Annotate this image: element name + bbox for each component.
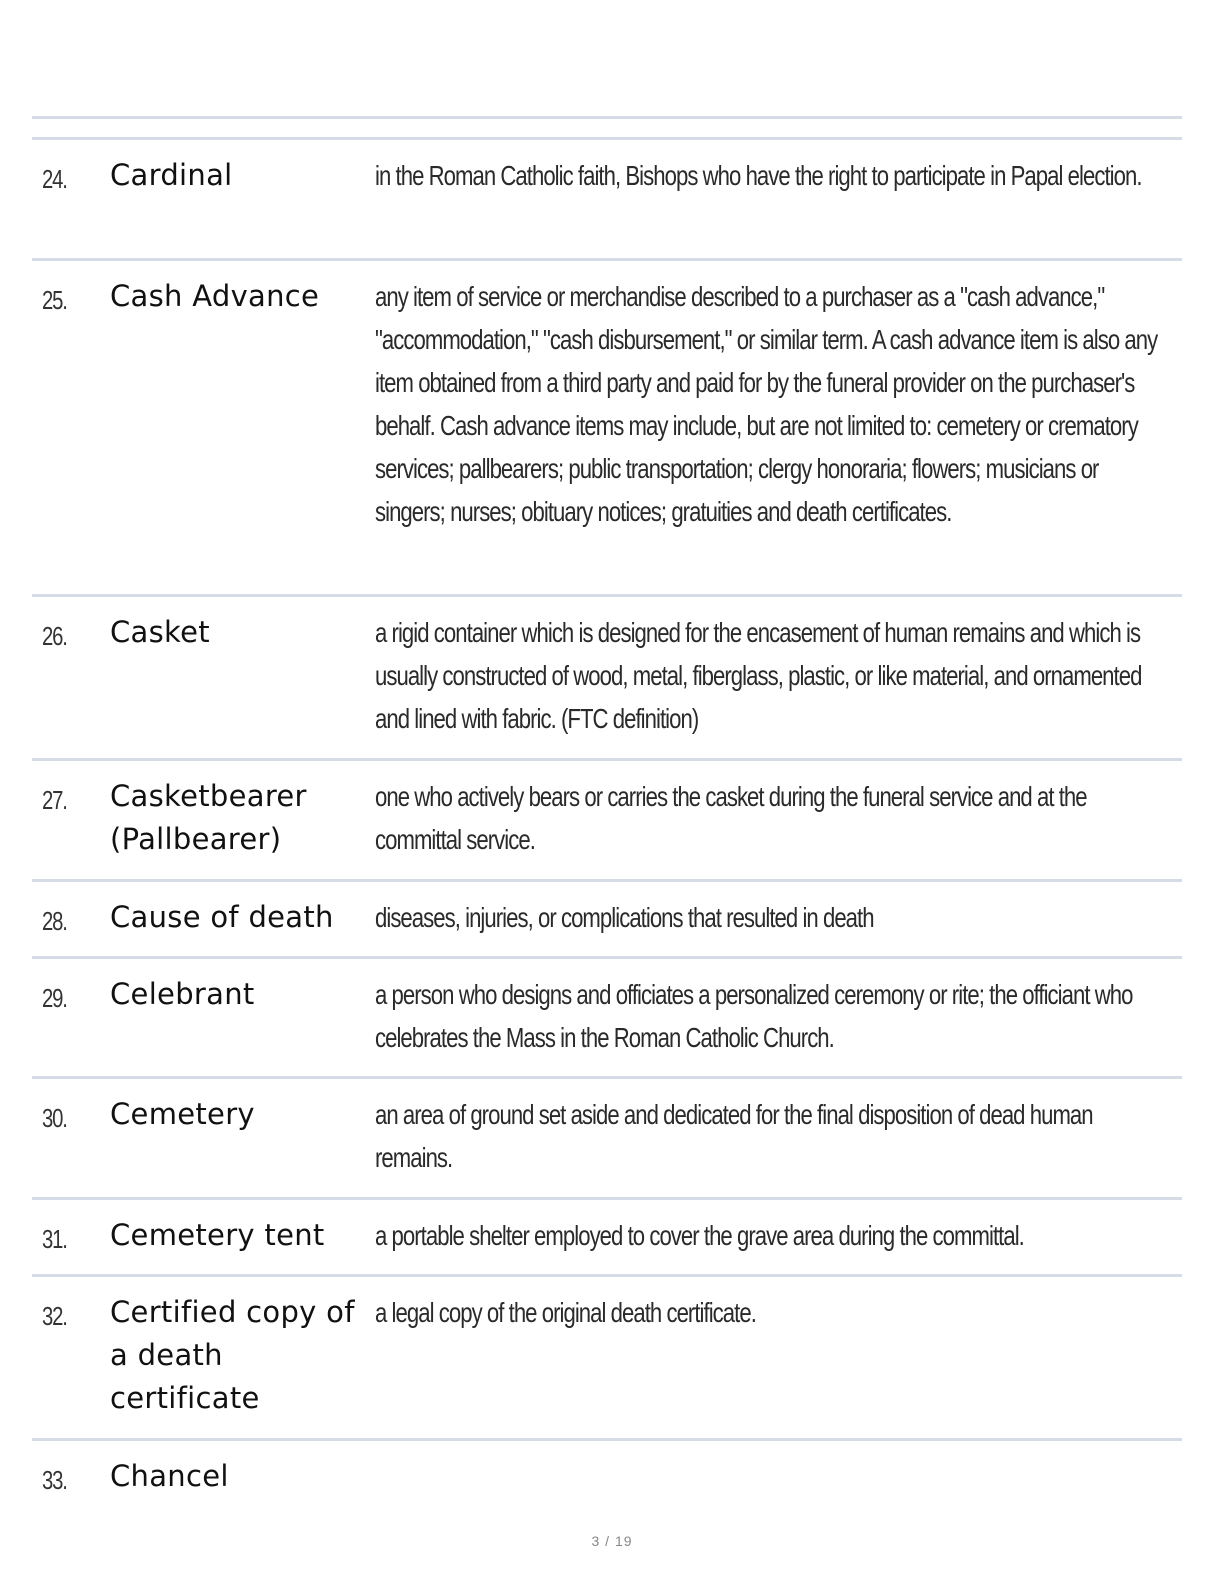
glossary-entry (32, 140, 1182, 261)
entry-number: 27. (42, 785, 67, 815)
entry-definition: any item of service or merchandise described to a purchaser as a "cash advance," "accommodation," "cash disbursement," or similar term. A cash advance item is also any item obtained from a third party and paid for by the funeral provider on the purchaser's behalf. Cash advance items may include, but are not limited to: cemetery or crematory services; pallbearers; public transportation; clergy honoraria; flowers; musicians or singers; nurses; obituary notices; gratuities and death certificates. (375, 281, 1158, 527)
entry-term: Celebrant (110, 977, 255, 1011)
glossary-entry (32, 597, 1182, 761)
glossary-entry (32, 1200, 1182, 1277)
entry-definition: a portable shelter employed to cover the grave area during the committal. (375, 1220, 1024, 1251)
entry-definition: in the Roman Catholic faith, Bishops who have the right to participate in Papal election. (375, 160, 1142, 191)
entry-definition: a legal copy of the original death certificate. (375, 1297, 756, 1328)
glossary-entry (32, 261, 1182, 597)
entry-number: 25. (42, 285, 67, 315)
entry-term: Cause of death (110, 900, 334, 934)
entry-term: Cemetery tent (110, 1218, 325, 1252)
entry-definition: diseases, injuries, or complications that resulted in death (375, 902, 874, 933)
glossary-entry (32, 1277, 1182, 1441)
entry-number: 33. (42, 1465, 67, 1495)
entry-number: 29. (42, 983, 67, 1013)
entry-term: Cardinal (110, 158, 233, 192)
entry-number: 30. (42, 1103, 67, 1133)
entry-definition: a rigid container which is designed for the encasement of human remains and which is usually constructed of wood, metal, fiberglass, plastic, or like material, and ornamented and lined with fabric. (FTC definition) (375, 617, 1142, 734)
entry-term: Cemetery (110, 1097, 255, 1131)
entry-definition: a person who designs and officiates a personalized ceremony or rite; the officiant who celebrates the Mass in the Roman Catholic Church. (375, 979, 1133, 1053)
entry-term: Certified copy of a death certificate (110, 1295, 355, 1415)
entry-term: Chancel (110, 1459, 229, 1493)
page-indicator: 3 / 19 (591, 1533, 633, 1549)
entry-definition: an area of ground set aside and dedicated for the final disposition of dead human remains. (375, 1099, 1093, 1173)
entry-number: 32. (42, 1301, 67, 1331)
entry-number: 28. (42, 906, 67, 936)
glossary-entry (32, 1079, 1182, 1200)
glossary-entry (32, 959, 1182, 1079)
entry-term: Casket (110, 615, 210, 649)
entry-number: 31. (42, 1224, 67, 1254)
entry-term: Cash Advance (110, 279, 320, 313)
entry-term: Casketbearer (Pallbearer) (110, 779, 307, 856)
entry-number: 26. (42, 621, 67, 651)
glossary-entry (32, 1441, 1182, 1515)
top-divider (32, 116, 1182, 119)
glossary-entry (32, 882, 1182, 959)
entry-definition: one who actively bears or carries the casket during the funeral service and at the committal service. (375, 781, 1087, 855)
glossary-entry (32, 761, 1182, 882)
glossary-list (32, 140, 1182, 1515)
entry-number: 24. (42, 164, 67, 194)
